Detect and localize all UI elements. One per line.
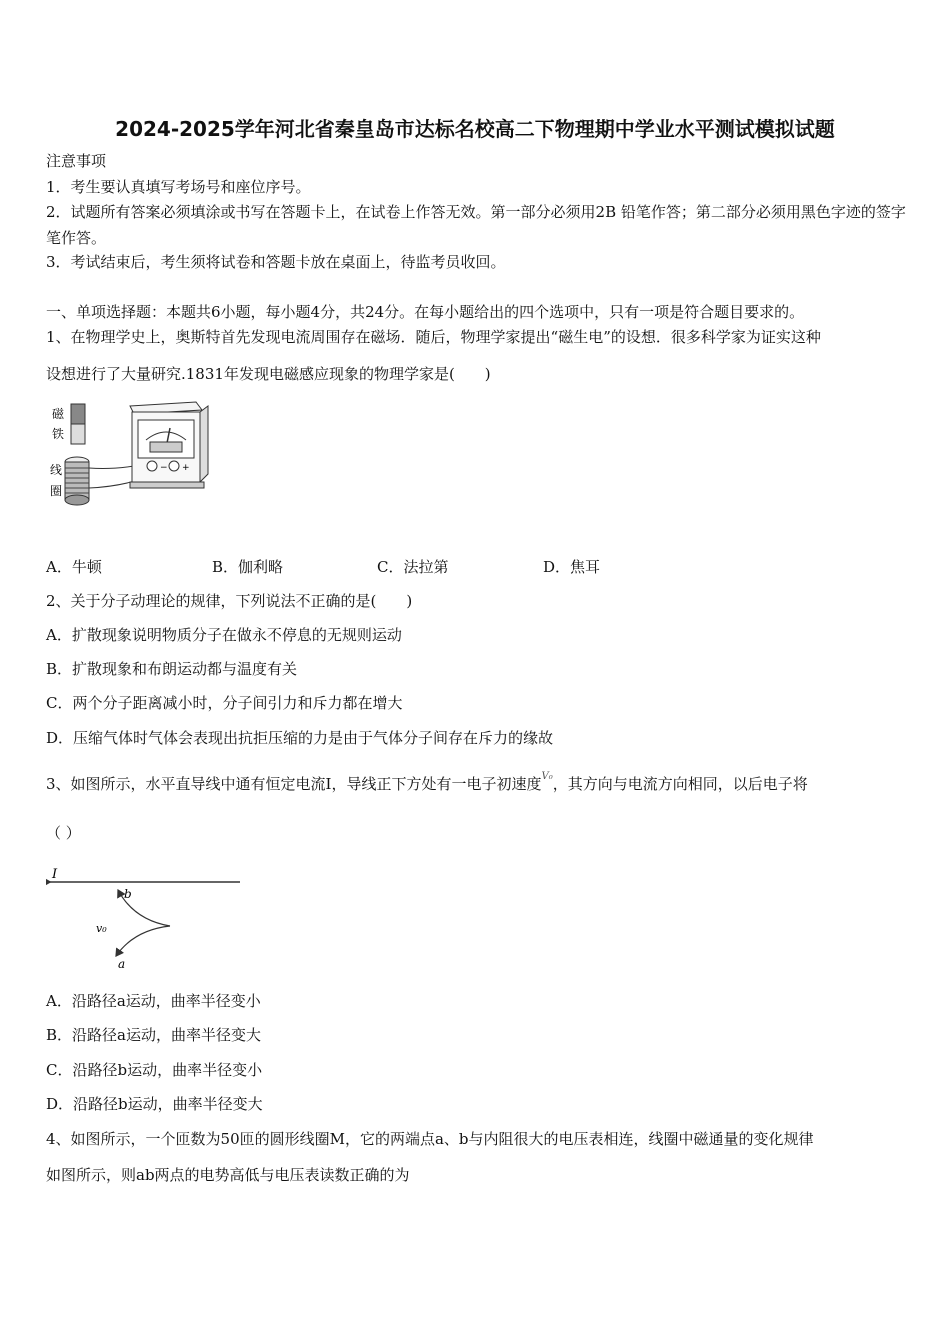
svg-text:+: + — [182, 463, 190, 473]
path-b-label: b — [124, 887, 132, 901]
v0-label: v₀ — [96, 922, 107, 935]
current-label: I — [52, 867, 58, 882]
galvanometer — [130, 402, 208, 488]
coil-label-1: 线 — [50, 463, 63, 477]
notice-item-2: 2．试题所有答案必须填涂或书写在答题卡上，在试卷上作答无效。第一部分必须用2B 铅笔作答；第二部分必须用黑色字迹的签字笔作答。 — [46, 203, 906, 247]
notice-heading: 注意事项 — [46, 152, 107, 170]
q1-options — [46, 556, 906, 578]
q3-option-d[interactable]: D．沿路径b运动，曲率半径变大 — [46, 1095, 263, 1113]
q3-wire-figure — [46, 862, 246, 974]
notice-item-3: 3．考试结束后，考生须将试卷和答题卡放在桌面上，待监考员收回。 — [46, 253, 506, 271]
section-heading: 一、单项选择题：本题共6小题，每小题4分，共24分。在每小题给出的四个选项中，只有一项是符合题目要求的。 — [46, 303, 805, 321]
magnet-pole — [71, 404, 85, 424]
q4-stem-line1: 4、如图所示，一个匝数为50匝的圆形线圈M，它的两端点a、b与内阻很大的电压表相连，线圈中磁通量的变化规律 — [46, 1130, 814, 1148]
page-title: 2024-2025学年河北省秦皇岛市达标名校高二下物理期中学业水平测试模拟试题 — [115, 117, 835, 141]
q3-stem-part2: ，其方向与电流方向相同，以后电子将 — [552, 775, 808, 793]
coil — [65, 457, 89, 505]
q1-stem-line1: 1、在物理学史上，奥斯特首先发现电流周围存在磁场．随后，物理学家提出“磁生电”的设想．很多科学家为证实这种 — [46, 328, 821, 346]
svg-text:−: − — [160, 463, 168, 473]
notice-item-1: 1．考生要认真填写考场号和座位序号。 — [46, 178, 311, 196]
q3-v0: V₀ — [541, 771, 553, 782]
magnet-label-1: 磁 — [52, 407, 65, 421]
q1-option-b[interactable]: B．伽利略 — [212, 558, 284, 576]
q4-stem-line2: 如图所示，则ab两点的电势高低与电压表读数正确的为 — [46, 1166, 410, 1184]
path-a-label: a — [118, 957, 126, 971]
path-a-curve — [116, 926, 170, 956]
q3-option-c[interactable]: C．沿路径b运动，曲率半径变小 — [46, 1061, 263, 1079]
q2-option-a[interactable]: A．扩散现象说明物质分子在做永不停息的无规则运动 — [46, 626, 402, 644]
q3-option-b[interactable]: B．沿路径a运动，曲率半径变大 — [46, 1026, 261, 1044]
q1-option-c[interactable]: C．法拉第 — [377, 558, 449, 576]
q1-option-a[interactable]: A．牛顿 — [46, 558, 102, 576]
coil-label-2: 圈 — [50, 484, 63, 498]
q3-option-a[interactable]: A．沿路径a运动，曲率半径变小 — [46, 992, 261, 1010]
magnet-label-2: 铁 — [52, 427, 65, 441]
q3-paren: （ ） — [46, 824, 81, 842]
q1-option-d[interactable]: D．焦耳 — [543, 558, 601, 576]
q2-stem: 2、关于分子动理论的规律，下列说法不正确的是( ) — [46, 592, 413, 610]
q2-option-d[interactable]: D．压缩气体时气体会表现出抗拒压缩的力是由于气体分子间存在斥力的缘故 — [46, 729, 554, 747]
q3-stem — [46, 771, 808, 797]
q3-stem-part1: 3、如图所示，水平直导线中通有恒定电流I，导线正下方处有一电子初速度 — [46, 775, 542, 793]
q2-option-b[interactable]: B．扩散现象和布朗运动都与温度有关 — [46, 660, 298, 678]
q1-stem-line2: 设想进行了大量研究.1831年发现电磁感应现象的物理学家是( ) — [46, 365, 491, 383]
q1-galvanometer-figure — [46, 396, 216, 511]
q2-option-c[interactable]: C．两个分子距离减小时，分子间引力和斥力都在增大 — [46, 694, 403, 712]
